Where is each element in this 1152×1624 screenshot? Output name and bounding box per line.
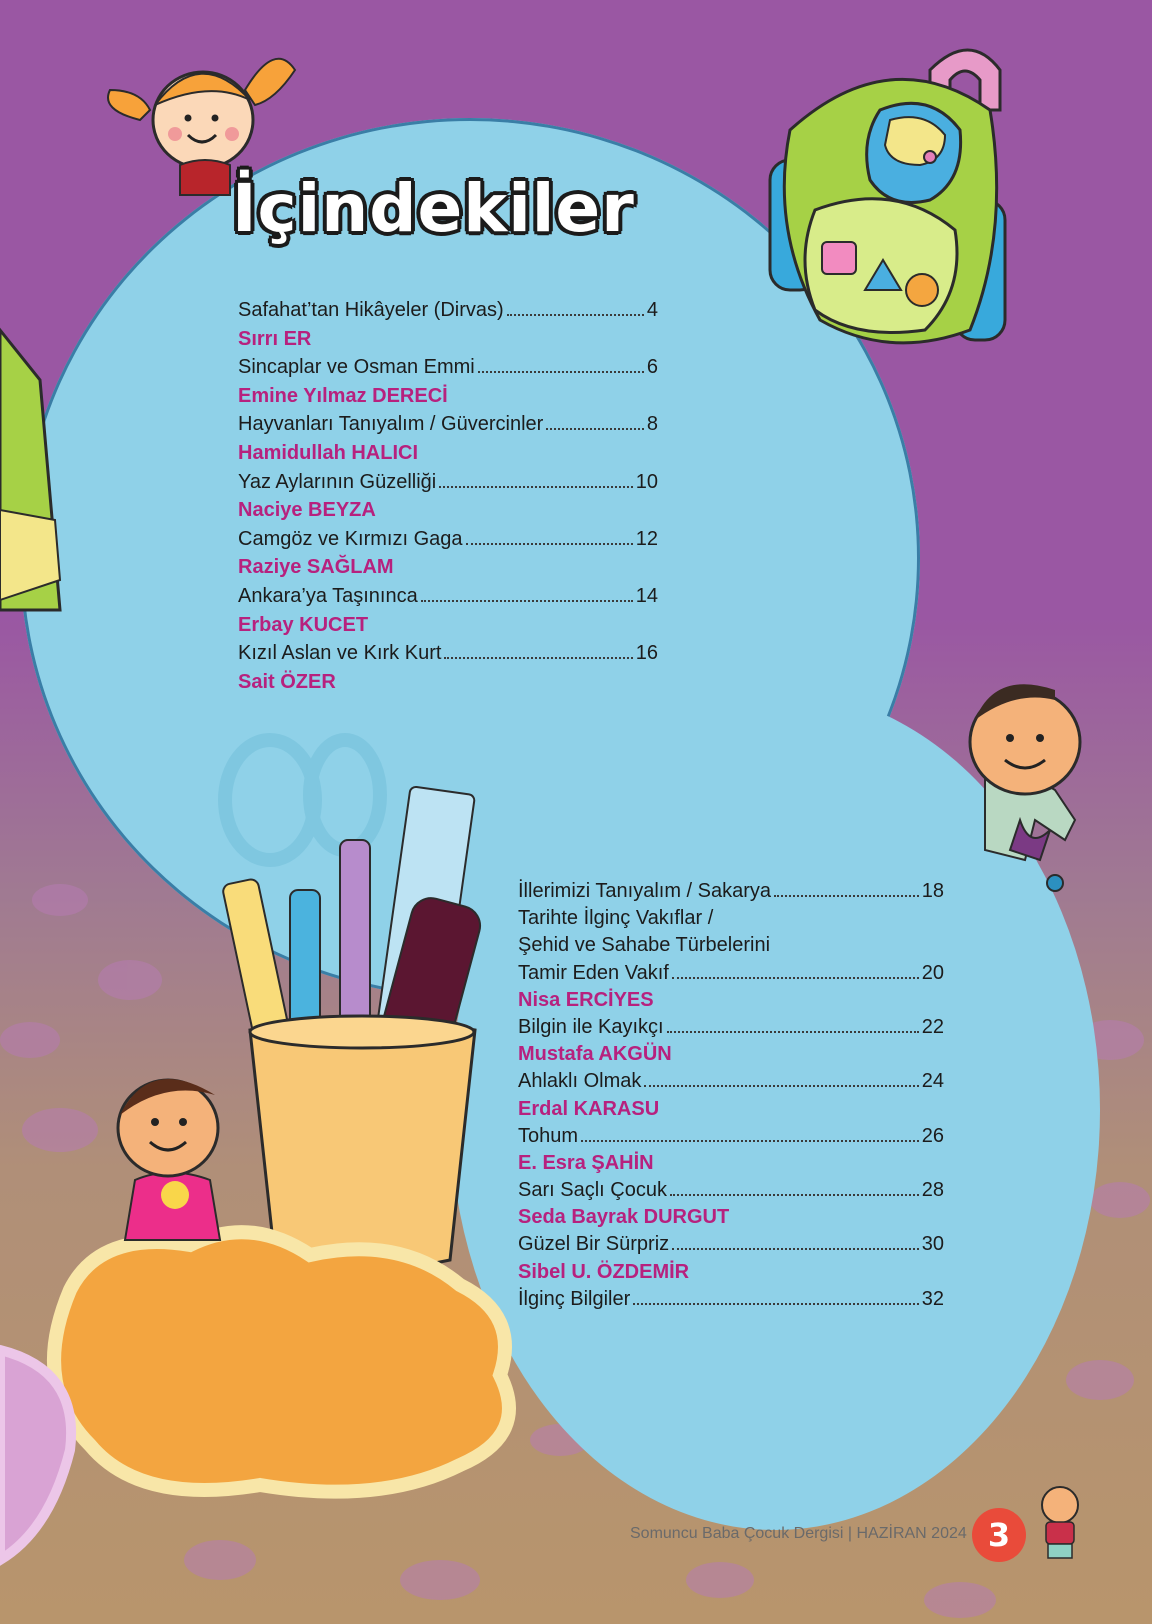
- leader-dots: [466, 543, 633, 545]
- boy-illustration-left: [118, 1079, 220, 1240]
- toc-entry-author: Sırrı ER: [238, 327, 312, 350]
- toc-entry-author: Seda Bayrak DURGUT: [518, 1206, 730, 1229]
- leader-dots: [667, 1031, 919, 1033]
- toc-entry-page: 24: [921, 1070, 944, 1093]
- toc-entry-page: 10: [635, 470, 658, 493]
- toc-entry-author: Hamidullah HALICI: [238, 441, 419, 464]
- orange-puddle-illustration: [54, 1232, 509, 1492]
- toc-entry[interactable]: [518, 1177, 944, 1204]
- toc-entry-page: 32: [921, 1287, 944, 1310]
- toc-entry-title: Ankara’ya Taşınınca: [238, 584, 418, 607]
- toc-entry-author: Mustafa AKGÜN: [518, 1043, 672, 1066]
- toc-entry-author: Erdal KARASU: [518, 1097, 660, 1120]
- toc-entry-title: Ahlaklı Olmak: [518, 1070, 642, 1093]
- leader-dots: [478, 371, 644, 373]
- leader-dots: [439, 486, 632, 488]
- toc-entry-page: 4: [646, 299, 658, 321]
- toc-entry-title-line: Şehid ve Sahabe Türbelerini: [518, 934, 771, 957]
- toc-entry[interactable]: [518, 1014, 944, 1041]
- toc-left-column: [238, 296, 658, 696]
- footer-separator: |: [847, 1525, 853, 1542]
- footer-credit: [630, 1525, 967, 1543]
- toc-entry-page: 8: [646, 413, 658, 436]
- toc-entry[interactable]: [518, 1231, 944, 1258]
- toc-entry-author: E. Esra ŞAHİN: [518, 1151, 654, 1174]
- leader-dots: [672, 1248, 919, 1250]
- toc-entry[interactable]: [238, 582, 658, 611]
- boy-illustration-right: [970, 684, 1080, 891]
- toc-entry-page: 30: [921, 1233, 944, 1256]
- toc-entry[interactable]: [238, 468, 658, 497]
- magazine-name: Somuncu Baba Çocuk Dergisi: [630, 1525, 844, 1542]
- book-illustration: [0, 330, 60, 610]
- toc-entry-title: İllerimizi Tanıyalım / Sakarya: [518, 880, 772, 902]
- toc-entry[interactable]: [518, 1068, 944, 1095]
- small-boy-illustration: [1042, 1487, 1078, 1558]
- page-number-badge: 3: [972, 1508, 1026, 1562]
- leader-dots: [444, 657, 632, 659]
- toc-entry-page: 20: [921, 961, 944, 984]
- toc-entry[interactable]: [238, 525, 658, 554]
- leader-dots: [672, 977, 919, 979]
- toc-entry-author: Nisa ERCİYES: [518, 988, 654, 1011]
- toc-entry-page: 14: [635, 584, 658, 607]
- toc-entry-title: Sincaplar ve Osman Emmi: [238, 356, 475, 379]
- toc-entry-title: Bilgin ile Kayıkçı: [518, 1015, 664, 1038]
- toc-entry-title-line: Tarihte İlginç Vakıflar /: [518, 907, 714, 930]
- leader-dots: [774, 895, 919, 897]
- toc-entry[interactable]: [518, 960, 944, 987]
- page-title: İçindekiler: [232, 170, 635, 247]
- leader-dots: [670, 1194, 919, 1196]
- toc-entry-author: Raziye SAĞLAM: [238, 556, 394, 579]
- pencil-cup-illustration: [222, 740, 485, 1270]
- toc-entry-title: Yaz Aylarının Güzelliği: [238, 470, 437, 493]
- toc-entry-author: Emine Yılmaz DERECİ: [238, 384, 448, 407]
- toc-entry-author: Naciye BEYZA: [238, 499, 376, 522]
- toc-entry-title: Camgöz ve Kırmızı Gaga: [238, 527, 463, 550]
- toc-entry[interactable]: [518, 878, 944, 905]
- pink-shape-illustration: [0, 1350, 71, 1560]
- toc-entry[interactable]: [518, 1123, 944, 1150]
- toc-entry-title: Tohum: [518, 1124, 579, 1147]
- toc-entry-title: Kızıl Aslan ve Kırk Kurt: [238, 642, 442, 665]
- toc-entry[interactable]: [238, 410, 658, 439]
- toc-entry-page: 12: [635, 527, 658, 550]
- toc-entry-page: 18: [921, 880, 944, 902]
- toc-entry-title: Tamir Eden Vakıf: [518, 961, 669, 984]
- toc-entry-title: Güzel Bir Sürpriz: [518, 1233, 670, 1256]
- leader-dots: [421, 600, 633, 602]
- toc-entry[interactable]: [518, 1286, 944, 1313]
- toc-right-column: [518, 878, 944, 1313]
- toc-entry-page: 28: [921, 1179, 944, 1202]
- toc-entry[interactable]: [238, 639, 658, 668]
- toc-entry-author: Erbay KUCET: [238, 613, 369, 636]
- toc-entry-page: 22: [921, 1015, 944, 1038]
- toc-entry[interactable]: [238, 353, 658, 382]
- toc-entry-title: Hayvanları Tanıyalım / Güvercinler: [238, 413, 544, 436]
- toc-entry-title: İlginç Bilgiler: [518, 1287, 631, 1310]
- leader-dots: [546, 428, 644, 430]
- toc-entry-page: 26: [921, 1124, 944, 1147]
- toc-entry-page: 6: [646, 356, 658, 379]
- issue-date: HAZİRAN 2024: [856, 1525, 967, 1542]
- toc-entry-author: Sibel U. ÖZDEMİR: [518, 1260, 690, 1283]
- leader-dots: [507, 314, 644, 316]
- backpack-illustration: [770, 50, 1005, 343]
- leader-dots: [644, 1085, 918, 1087]
- toc-entry-title: Safahat’tan Hikâyeler (Dirvas): [238, 299, 504, 321]
- leader-dots: [633, 1303, 918, 1305]
- leader-dots: [581, 1140, 919, 1142]
- toc-entry[interactable]: [238, 296, 658, 325]
- toc-entry-title: Sarı Saçlı Çocuk: [518, 1179, 667, 1202]
- toc-entry-author: Sait ÖZER: [238, 670, 336, 693]
- toc-entry-page: 16: [635, 642, 658, 665]
